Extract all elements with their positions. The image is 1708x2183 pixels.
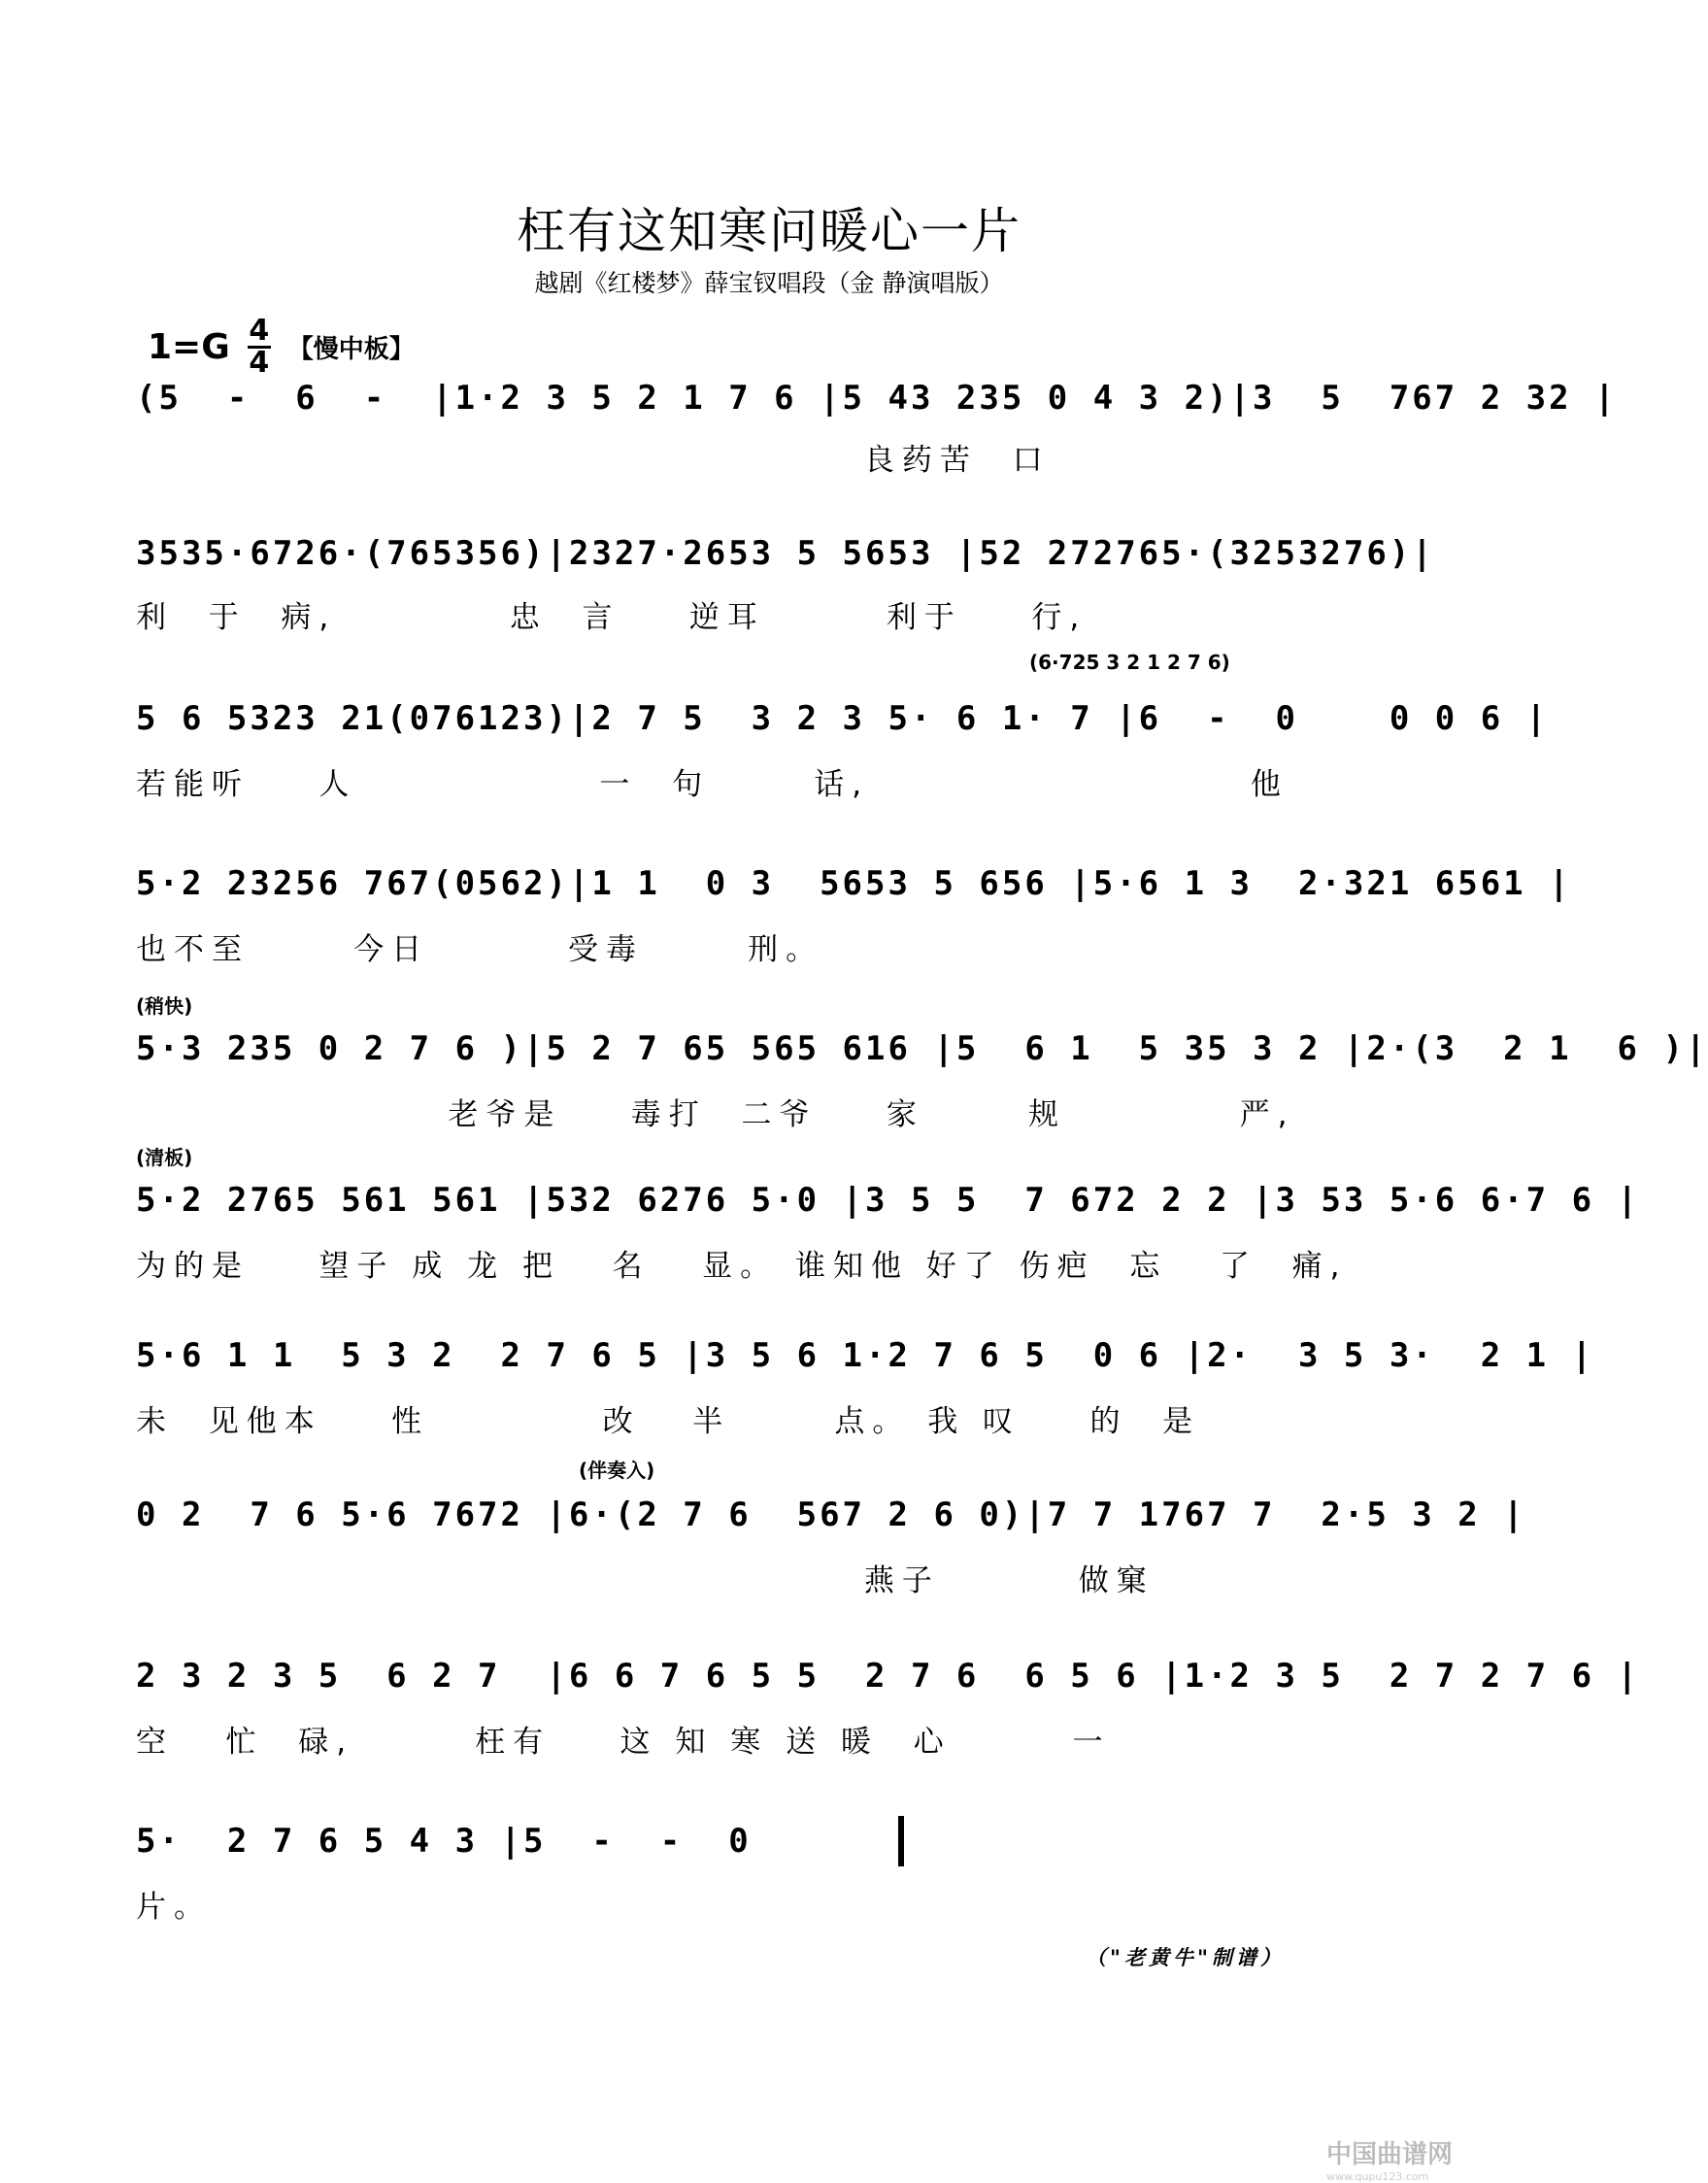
notation-line: 5·2 2765 561 561 |532 6276 5·0 |3 5 5 7 672 2 2 |3 53 5·6 6·7 6 | <box>136 1181 1641 1220</box>
page-subtitle: 越剧《红楼梦》薛宝钗唱段（金 静演唱版） <box>534 269 1004 297</box>
page-title: 枉有这知寒问暖心一片 <box>517 203 1021 259</box>
notation-line: 5· 2 7 6 5 4 3 |5 - - 0 <box>136 1822 752 1861</box>
accompaniment-annotation: (6·725 3 2 1 2 7 6) <box>1029 651 1230 674</box>
lyric-line: 为的是 望子 成 龙 把 名 显。 谁知他 好了 伤疤 忘 了 痛, <box>136 1249 1348 1284</box>
lyric-line: 燕子 做窠 <box>136 1563 1155 1598</box>
tempo-change-mark: (稍快) <box>136 994 193 1018</box>
watermark-url: www.qupu123.com <box>1326 2170 1429 2183</box>
notation-line: 2 3 2 3 5 6 2 7 |6 6 7 6 5 5 2 7 6 6 5 6 |1·2 3 5 2 7 2 7 6 | <box>136 1657 1641 1696</box>
lyric-line: 老爷是 毒打 二爷 家 规 严, <box>136 1097 1295 1132</box>
meter-bottom: 4 <box>249 346 270 380</box>
notation-line: 3535·6726·(765356)|2327·2653 5 5653 |52 272765·(3253276)| <box>136 534 1435 573</box>
watermark-name: 中国曲谱网 <box>1326 2140 1454 2169</box>
notation-line: 0 2 7 6 5·6 7672 |6·(2 7 6 567 2 6 0)|7 7 1767 7 2·5 3 2 | <box>136 1495 1526 1534</box>
notation-line: 5·3 235 0 2 7 6 )|5 2 7 65 565 616 |5 6 1 5 35 3 2 |2·(3 2 1 6 )| <box>136 1029 1708 1068</box>
notation-line: 5·2 23256 767(0562)|1 1 0 3 5653 5 656 |5·6 1 3 2·321 6561 | <box>136 864 1572 903</box>
lyric-line: 利 于 病, 忠 言 逆耳 利于 行, <box>136 600 1088 635</box>
notation-line: (5 - 6 - |1·2 3 5 2 1 7 6 |5 43 235 0 4 3 2)|3 5 767 2 32 | <box>136 379 1618 418</box>
tempo-change-mark: (清板) <box>136 1146 193 1169</box>
lyric-line: 未 见他本 性 改 半 点。 我 叹 的 是 <box>136 1404 1201 1439</box>
final-barline <box>898 1816 904 1866</box>
lyric-line: 也不至 今日 受毒 刑。 <box>136 932 824 967</box>
notation-line: 5·6 1 1 5 3 2 2 7 6 5 |3 5 6 1·2 7 6 5 0 6 |2· 3 5 3· 2 1 | <box>136 1336 1595 1375</box>
lyric-line: 若能听 人 一 句 话, 他 <box>136 767 1289 802</box>
lyric-line: 片。 <box>136 1890 212 1925</box>
key-signature: 1=G <box>148 327 230 367</box>
transcriber-credit: （"老黄牛"制谱） <box>1086 1946 1285 1969</box>
meter-top: 4 <box>249 314 270 348</box>
lyric-line: 良药苦 口 <box>136 443 1051 478</box>
accompaniment-mark: (伴奏入) <box>579 1459 655 1482</box>
site-watermark <box>1326 2134 1453 2183</box>
lyric-line: 空 忙 碌, 枉有 这 知 寒 送 暖 心 一 <box>136 1725 1111 1760</box>
notation-line: 5 6 5323 21(076123)|2 7 5 3 2 3 5· 6 1· 7 |6 - 0 0 0 6 | <box>136 699 1550 738</box>
tempo-marking: 【慢中板】 <box>287 335 415 364</box>
